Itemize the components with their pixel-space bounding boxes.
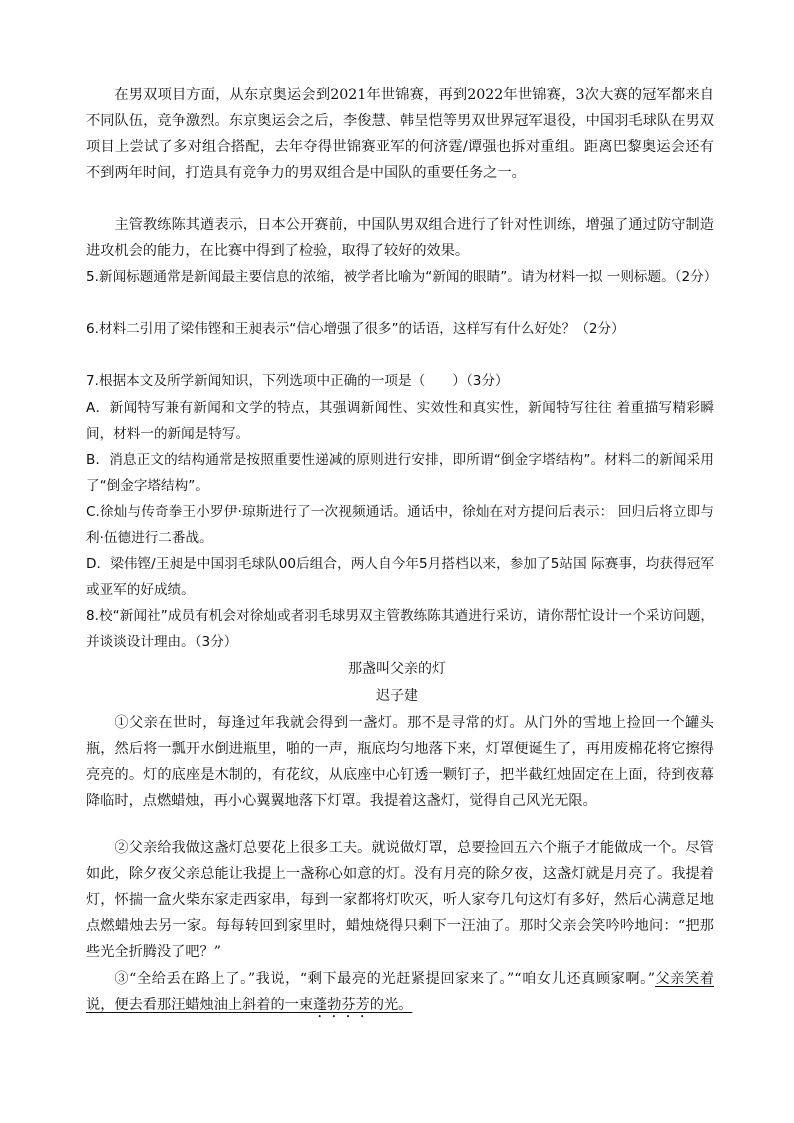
question-7: 7.根据本文及所学新闻知识，下列选项中正确的一项是（ ）（3分） bbox=[86, 373, 509, 389]
essay-paragraph-3 bbox=[86, 966, 714, 1021]
material-two-paragraph-1: 在男双项目方面，从东京奥运会到2021年世锦赛，再到2022年世锦赛，3次大赛的冠军都来自不同队伍，竞争激烈。东京奥运会之后，李俊慧、韩呈恺等男双世界冠军退役，中国羽毛球队在男双项目上尝试了多对组合搭配，去年夺得世锦赛亚军的何济霆/谭强也拆对重组。距离巴黎奥运会还有不到两年时间，打造具有竞争力的男双组合是中国队的重要任务之一。 bbox=[86, 87, 714, 181]
essay-paragraph-1: ①父亲在世时，每逢过年我就会得到一盏灯。那不是寻常的灯。从门外的雪地上捡回一个罐头瓶，然后将一瓢开水倒进瓶里，啪的一声，瓶底均匀地落下来，灯罩便诞生了，再用废棉花将它擦得亮亮的。灯的底座是木制的，有花纹，从底座中心钉透一颗钉子，把半截红烛固定在上面，待到夜幕降临时，点燃蜡烛，再小心翼翼地落下灯罩。我提着这盏灯，觉得自己风光无限。 bbox=[86, 715, 714, 809]
question-7-option-b: B．消息正文的结构通常是按照重要性递减的原则进行安排，即所谓“倒金字塔结构”。材料二的新闻采用了“倒金字塔结构”。 bbox=[86, 452, 714, 494]
essay-author: 迟子建 bbox=[376, 688, 418, 704]
essay-paragraph-3-text: ③“全给丢在路上了。”我说，“剩下最亮的光赶紧提回家来了。”“咱女儿还真顾家啊。” bbox=[114, 971, 655, 987]
material-two-paragraph-2: 主管教练陈其遒表示，日本公开赛前，中国队男双组合进行了针对性训练，增强了通过防守制造进攻机会的能力，在比赛中得到了检验，取得了较好的效果。 bbox=[86, 217, 714, 259]
question-7-option-c: C.徐灿与传奇拳王小罗伊·琼斯进行了一次视频通话。通话中，徐灿在对方提问后表示： 回归后将立即与利·伍德进行二番战。 bbox=[86, 504, 714, 546]
question-5: 5.新闻标题通常是新闻最主要信息的浓缩，被学者比喻为“新闻的眼睛”。请为材料一拟 一则标题。（2分） bbox=[86, 269, 718, 285]
underlined-text-b: 的光。 bbox=[369, 997, 413, 1013]
emphasized-phrase: 蓬勃芬芳 bbox=[313, 997, 370, 1013]
question-8: 8.校“新闻社”成员有机会对徐灿或者羽毛球男双主管教练陈其遒进行采访，请你帮忙设计一个采访问题，并谈谈设计理由。（3分） bbox=[86, 608, 714, 650]
essay-title: 那盏叫父亲的灯 bbox=[348, 661, 446, 677]
question-7-option-d: D．梁伟铿/王昶是中国羽毛球队00后组合，两人自今年5月搭档以来，参加了5站国 际赛事，均获得冠军或亚军的好成绩。 bbox=[86, 556, 714, 598]
question-7-option-a: A．新闻特写兼有新闻和文学的特点，其强调新闻性、实效性和真实性，新闻特写往往 着重描写精彩瞬间，材料一的新闻是特写。 bbox=[86, 400, 714, 442]
essay-paragraph-2: ②父亲给我做这盏灯总要花上很多工夫。就说做灯罩，总要捡回五六个瓶子才能做成一个。尽管如此，除夕夜父亲总能让我提上一盏称心如意的灯。没有月亮的除夕夜，这盏灯就是月亮了。我提着灯，怀揣一盒火柴东家走西家串，每到一家都将灯吹灭，听人家夸几句这灯有多好，然后心满意足地点燃蜡烛去另一家。每每转回到家里时，蜡烛烧得只剩下一汪油了。那时父亲会笑吟吟地问：“把那些光全折腾没了吧？” bbox=[86, 840, 714, 960]
underlined-text-a: 父亲笑着说，便去看那汪蜡烛油上斜着的一束 bbox=[86, 971, 714, 1013]
question-6: 6.材料二引用了梁伟铿和王昶表示“信心增强了很多”的话语，这样写有什么好处？（2分） bbox=[86, 321, 625, 337]
